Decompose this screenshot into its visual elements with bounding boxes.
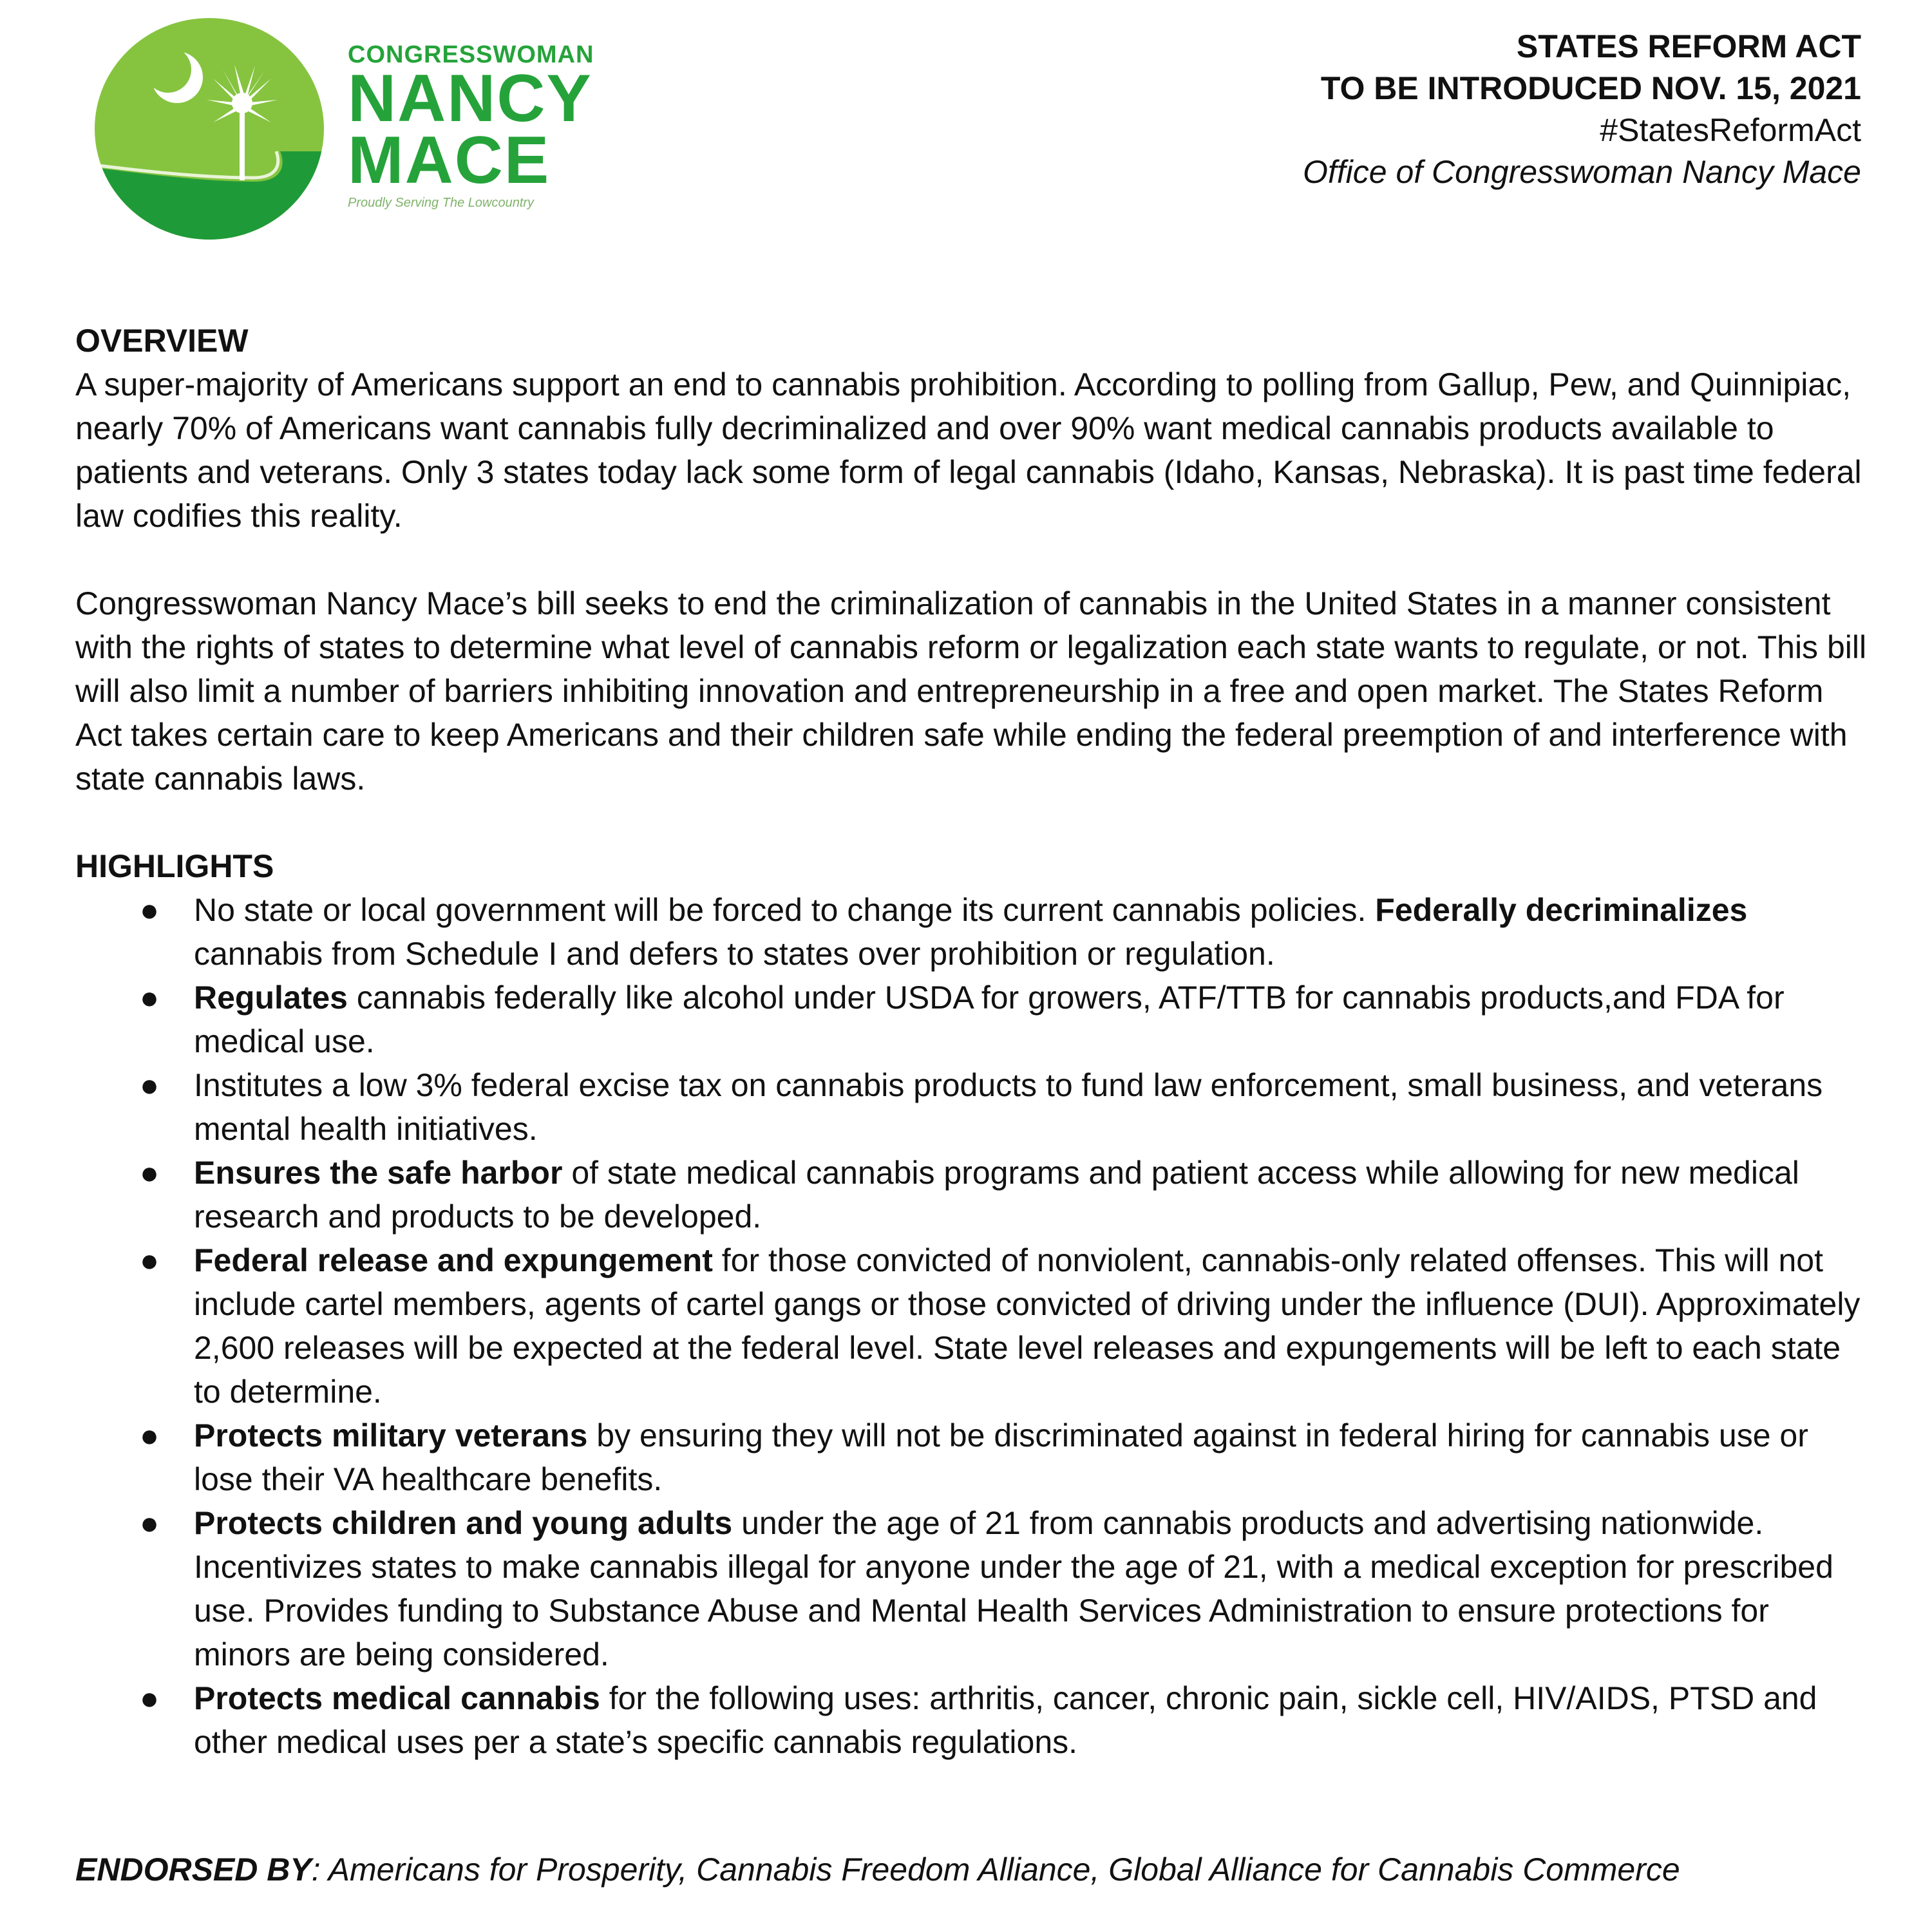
highlight-emphasis: Protects military veterans	[194, 1417, 588, 1454]
overview-paragraph-1: A super-majority of Americans support an end to cannabis prohibition. According to polling from Gallup, Pew, and Quinnipiac, nearly 70% of Americans want cannabis fully decriminalized and over 90% want medical cannabis products available to patients and veterans. Only 3 states today lack some form of legal cannabis (Idaho, Kansas, Nebraska). It is past time federal law codifies this reality.	[75, 366, 1862, 534]
hashtag: #StatesReformAct	[1600, 112, 1861, 148]
highlight-text: No state or local government will be forced to change its current cannabis policies.	[194, 892, 1376, 928]
highlight-emphasis: Protects medical cannabis	[194, 1680, 600, 1716]
logo-name-first: NANCY	[348, 61, 592, 136]
highlight-text: cannabis from Schedule I and defers to states over prohibition or regulation.	[194, 936, 1275, 972]
highlight-item	[75, 1414, 1872, 1501]
endorsers-list: : Americans for Prosperity, Cannabis Freedom Alliance, Global Alliance for Cannabis Commerce	[311, 1852, 1680, 1888]
logo-text	[348, 42, 594, 211]
highlights-heading: HIGHLIGHTS	[75, 848, 274, 884]
overview-heading: OVERVIEW	[75, 323, 249, 359]
endorsements	[75, 1848, 1872, 1891]
logo-tagline: Proudly Serving The Lowcountry	[348, 196, 535, 210]
highlight-text: for the following uses: arthritis, cancer, chronic pain, sickle cell, HIV/AIDS, PTSD and other medical uses per a state’s specific cannabis regulations.	[194, 1680, 1817, 1760]
highlight-emphasis: Ensures the safe harbor	[194, 1155, 563, 1191]
bullet-icon: ●	[139, 1680, 160, 1716]
introduction-date: TO BE INTRODUCED NOV. 15, 2021	[1320, 70, 1861, 106]
document-body	[75, 319, 1872, 1764]
bullet-icon: ●	[139, 980, 160, 1016]
logo-title-small: CONGRESSWOMAN	[348, 41, 594, 68]
office-name: Office of Congresswoman Nancy Mace	[1302, 154, 1861, 190]
highlight-text: of state medical cannabis programs and patient access while allowing for new medical research and products to be developed.	[194, 1155, 1799, 1235]
highlight-item	[75, 1676, 1872, 1764]
logo-emblem	[93, 13, 325, 242]
bullet-icon: ●	[139, 1417, 160, 1454]
highlight-item	[75, 976, 1872, 1063]
highlight-emphasis: Federally decriminalizes	[1375, 892, 1748, 928]
highlight-item	[75, 1238, 1872, 1414]
highlight-item	[75, 1151, 1872, 1238]
highlight-item	[75, 1501, 1872, 1676]
endorsed-by-label: ENDORSED BY	[75, 1852, 312, 1888]
highlights-list	[75, 888, 1872, 1764]
bullet-icon: ●	[139, 892, 160, 928]
highlight-text: for those convicted of nonviolent, cannabis-only related offenses. This will not include cartel members, agents of cartel gangs or those convicted of driving under the influence (DUI). Approximately 2,600 releases will be expected at the federal level. State level releases and expungements will be left to each state to determine.	[194, 1242, 1861, 1410]
highlight-emphasis: Federal release and expungement	[194, 1242, 713, 1278]
congresswoman-logo	[93, 13, 621, 245]
bullet-icon: ●	[139, 1067, 160, 1103]
bullet-icon: ●	[139, 1242, 160, 1278]
bullet-icon: ●	[139, 1505, 160, 1541]
highlight-emphasis: Regulates	[194, 980, 348, 1016]
bill-title: STATES REFORM ACT	[1516, 28, 1861, 64]
document-header	[1303, 26, 1861, 193]
highlight-item	[75, 1063, 1872, 1151]
highlight-text: by ensuring they will not be discriminated against in federal hiring for cannabis use or lose their VA healthcare benefits.	[194, 1417, 1808, 1497]
highlight-emphasis: Protects children and young adults	[194, 1505, 733, 1541]
highlight-text: cannabis federally like alcohol under USDA for growers, ATF/TTB for cannabis products,and FDA for medical use.	[194, 980, 1785, 1059]
bullet-icon: ●	[139, 1155, 160, 1191]
overview-paragraph-2: Congresswoman Nancy Mace’s bill seeks to end the criminalization of cannabis in the United States in a manner consistent with the rights of states to determine what level of cannabis reform or legalization each state wants to regulate, or not. This bill will also limit a number of barriers inhibiting innovation and entrepreneurship in a free and open market. The States Reform Act takes certain care to keep Americans and their children safe while ending the federal preemption of and interference with state cannabis laws.	[75, 585, 1867, 797]
highlight-item	[75, 888, 1872, 976]
highlight-text: Institutes a low 3% federal excise tax on cannabis products to fund law enforcement, small business, and veterans mental health initiatives.	[194, 1067, 1823, 1147]
highlight-text: under the age of 21 from cannabis products and advertising nationwide. Incentivizes states to make cannabis illegal for anyone under the age of 21, with a medical exception for prescribed use. Provides funding to Substance Abuse and Mental Health Services Administration to ensure protections for minors are being considered.	[194, 1505, 1833, 1672]
logo-name-last: MACE	[348, 123, 551, 198]
